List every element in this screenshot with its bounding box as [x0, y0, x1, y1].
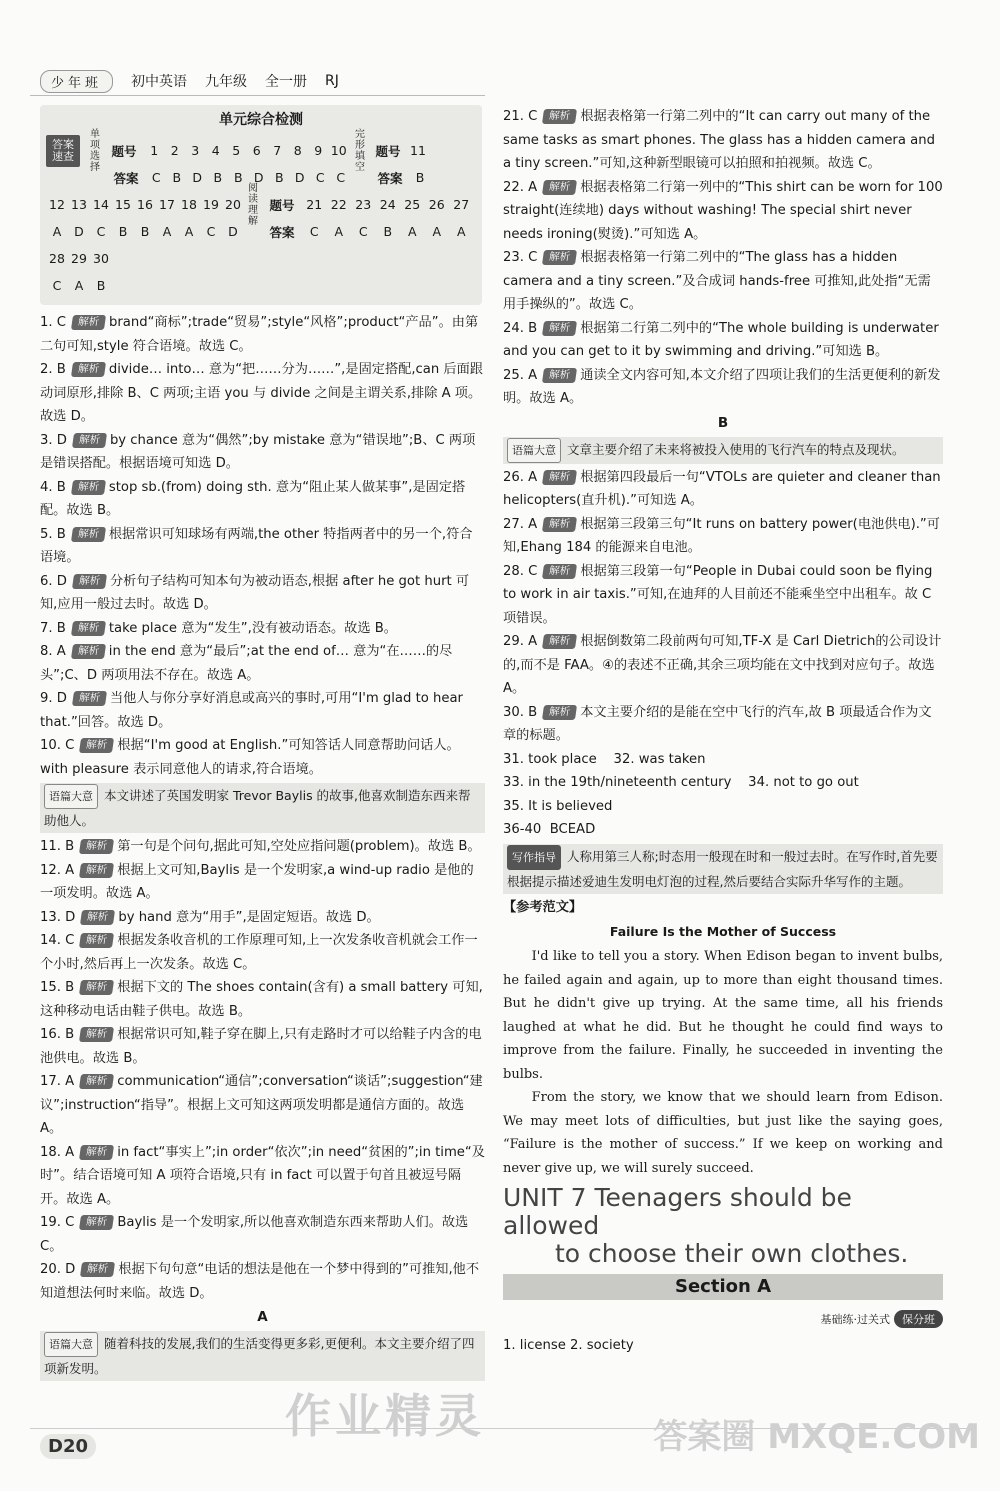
summary-text: 本文讲述了英国发明家 Trevor Baylis 的故事,他喜欢制造东西来帮助他人。 [44, 788, 471, 828]
a-label: 答案 [113, 170, 139, 186]
grid-answer: C [336, 170, 346, 185]
explanation-item [40, 640, 485, 687]
item-text: 根据表格第一行第二列中的“It can carry out many of the same tasks as smart phones. The glass has a hidden camera and a tiny screen.”可知,这种新型眼镜可以拍照和拍视频。故选 C。 [503, 109, 935, 171]
answer-grid [46, 128, 476, 299]
summary-text-3: 文章主要介绍了未来将被投入使用的飞行汽车的特点及现状。 [567, 441, 905, 457]
row3-answers [46, 278, 112, 293]
item-number: 26. A [503, 469, 538, 485]
grid-question-number: 24 [379, 197, 396, 212]
analysis-badge: 解析 [79, 1074, 114, 1089]
page-number: D20 [40, 1434, 96, 1459]
a-label-2: 答案 [377, 170, 403, 186]
explanation-item [40, 1141, 485, 1212]
grid-answer: A [162, 224, 172, 239]
fill-answer-line: 31. took place 32. was taken [503, 751, 706, 767]
grid-answer: C [52, 278, 62, 293]
analysis-badge: 解析 [542, 368, 577, 383]
explanation-item [40, 617, 485, 641]
q-label-2: 题号 [375, 143, 401, 159]
grid-question-number: 13 [71, 197, 87, 212]
item-number: 19. C [40, 1215, 75, 1230]
grid-question-number: 14 [93, 197, 109, 212]
explanation-item [40, 906, 485, 930]
summary-tag-2: 语篇大意 [44, 1332, 98, 1357]
explanation-item [40, 1023, 485, 1070]
summary-passage-a [40, 1331, 485, 1381]
row1-questions [144, 143, 349, 158]
explanation-item [40, 523, 485, 570]
item-text: in fact“事实上”;in order“依次”;in need“贫困的”;in time“及时”。结合语境可知 A 项符合语境,只有 in fact 可以置于句首且被逗号隔开。故选 A。 [40, 1144, 485, 1207]
item-text: 分析句子结构可知本句为被动语态,根据 after he got hurt 可知,应用一般过去时。故选 D。 [40, 573, 470, 612]
item-text: take place 意为“发生”,没有被动语态。故选 B。 [108, 620, 397, 636]
answer-quick-badge: 答案速查 [46, 135, 80, 167]
item-number: 14. C [40, 933, 75, 948]
grid-answer: B [383, 224, 393, 239]
explanation-item [40, 734, 485, 781]
a-label-3: 答案 [269, 224, 295, 240]
item-number: 3. D [40, 432, 67, 448]
item-number: 17. A [40, 1074, 75, 1089]
grid-answer: A [456, 224, 466, 239]
grid-answer: A [52, 224, 62, 239]
analysis-badge: 解析 [79, 863, 114, 878]
item-text: 通读全文内容可知,本文介绍了四项让我们的生活更便利的新发明。故选 A。 [503, 367, 941, 406]
writing-guide-tag: 写作指导 [507, 845, 561, 870]
item-text: 根据表格第一行第二列中的“The glass has a hidden camera and a tiny screen.”及合成词 hands-free 可推知,此处指“无需用手操纵的”。故选 C。 [503, 250, 931, 312]
explanation-item [40, 859, 485, 906]
grid-question-number: 18 [181, 197, 197, 212]
explanation-item [40, 1070, 485, 1141]
section-b-heading: B [717, 414, 729, 431]
analysis-badge: 解析 [542, 180, 577, 195]
explanation-item [40, 1211, 485, 1258]
grid-answer: A [407, 224, 417, 239]
grid-answer: B [96, 278, 106, 293]
analysis-badge: 解析 [80, 910, 115, 925]
item-text: 根据第二行第二列中的“The whole building is underwater and you can get to it by swimming and driving.”可知选 B。 [503, 320, 939, 359]
grid-answer: B [274, 170, 284, 185]
grid-question-number: 28 [49, 251, 65, 266]
grid-question-number: 17 [159, 197, 175, 212]
analysis-badge: 解析 [542, 250, 577, 265]
row3-questions [46, 251, 112, 266]
item-number: 5. B [40, 526, 66, 542]
explanation-item [503, 246, 943, 317]
item-text: 根据“I'm good at English.”可知答话人同意帮助问话人。with pleasure 表示同意他人的请求,符合语境。 [40, 738, 460, 777]
summary-passage-1 [40, 783, 485, 833]
item-text: stop sb.(from) doing sth. 意为“阻止某人做某事”,是固定搭配。故选 B。 [40, 479, 466, 518]
grid-question-number: 10 [330, 143, 347, 158]
grid-question-number: 26 [428, 197, 445, 212]
item-number: 20. D [40, 1262, 76, 1277]
analysis-badge: 解析 [71, 362, 106, 377]
grid-answer: A [334, 224, 344, 239]
item-text: 根据第四段最后一句“VTOLs are quieter and cleaner than helicopters(直升机).”可知选 A。 [503, 469, 941, 508]
grid-question-number: 21 [306, 197, 323, 212]
fill-answer-line: 33. in the 19th/nineteenth century 34. not to go out [503, 775, 859, 790]
item-number: 28. C [503, 563, 538, 579]
item-number: 15. B [40, 980, 75, 995]
item-number: 30. B [503, 704, 538, 720]
explanation-item [40, 311, 485, 358]
section-a-banner: Section A [503, 1274, 943, 1300]
grid-answer: D [253, 170, 264, 185]
practice-label [503, 1310, 943, 1328]
grid-question-number: 12 [49, 197, 65, 212]
item-text: 根据上文可知,Baylis 是一个发明家,a wind-up radio 是他的一项发明。故选 A。 [40, 862, 474, 901]
analysis-badge: 解析 [79, 1215, 114, 1230]
grid-question-number: 6 [252, 143, 261, 158]
item-number: 25. A [503, 367, 538, 383]
grid-question-number: 22 [330, 197, 347, 212]
grid-answer: A [184, 224, 194, 239]
analysis-badge: 解析 [72, 574, 107, 589]
item-text: Baylis 是一个发明家,所以他喜欢制造东西来帮助人们。故选 C。 [40, 1215, 469, 1254]
analysis-badge: 解析 [542, 564, 577, 579]
item-text: 根据表格第二行第一列中的“This shirt can be worn for 100 straight(连续地) days without washing! The special shirt never needs ironing(熨烫).”可知选 A。 [503, 179, 943, 242]
grid-question-number: 5 [232, 143, 241, 158]
item-text: by chance 意为“偶然”;by mistake 意为“错误地”;B、C 两项是错误搭配。根据语境可知选 D。 [40, 432, 476, 471]
item-number: 10. C [40, 738, 75, 753]
explanation-item [40, 570, 485, 617]
fill-answer-line: 35. It is believed [503, 798, 613, 814]
grid-answer: D [294, 170, 305, 185]
item-text: brand“商标”;trade“贸易”;style“风格”;product“产品”。由第二句可知,style 符合语境。故选 C。 [40, 315, 479, 354]
explanation-item [40, 929, 485, 976]
row2-answers [46, 224, 244, 239]
unit-title-line-1: UNIT 7 Teenagers should be allowed [503, 1183, 852, 1240]
answer-box [40, 105, 482, 305]
analysis-badge: 解析 [71, 315, 106, 330]
analysis-badge: 解析 [71, 480, 106, 495]
watermark: 作业精灵 [285, 1389, 485, 1443]
analysis-badge: 解析 [542, 634, 577, 649]
grid-answer: C [151, 170, 161, 185]
essay-paragraph-2: From the story, we know that we should learn from Edison. We may meet lots of difficulties, but just like the saying goes, “Failure is the mother of success.” If we keep on working and never give up, we will surely succeed. [503, 1090, 943, 1176]
item-text: in the end 意为“最后”;at the end of… 意为“在……的尽头”;C、D 两项用法不存在。故选 A。 [40, 644, 453, 683]
row2-questions [46, 197, 244, 212]
grid-row-3a [46, 272, 476, 299]
item-text: divide… into… 意为“把……分为……”,是固定搭配,can 后面跟动词原形,排除 B、C 两项;主语 you 与 divide 之间是主谓关系,排除 A 项。故选 D。 [40, 362, 483, 424]
grid-answer: B [213, 170, 223, 185]
analysis-badge: 解析 [79, 933, 114, 948]
left-column [40, 105, 485, 1383]
item-number: 24. B [503, 320, 538, 336]
item-number: 12. A [40, 862, 75, 878]
practice-text: 基础练·过关式 [820, 1313, 890, 1326]
brand-logo: 少年班 [40, 70, 113, 93]
item-text: 根据下文的 The shoes contain(含有) a small battery 可知,这种移动电话由鞋子供电。故选 B。 [40, 980, 483, 1019]
item-number: 16. B [40, 1027, 75, 1042]
grid-question-number: 27 [453, 197, 470, 212]
analysis-badge: 解析 [79, 738, 114, 753]
explanations-26-30 [503, 466, 943, 748]
grid-question-number: 11 [410, 143, 426, 158]
header-edition: RJ [325, 73, 339, 89]
site-watermark: 答案圈 MXQE.COM [653, 1417, 980, 1457]
explanations-21-25 [503, 105, 943, 411]
analysis-badge: 解析 [72, 433, 107, 448]
analysis-badge: 解析 [79, 1145, 114, 1160]
analysis-badge: 解析 [542, 517, 577, 532]
summary-tag-3: 语篇大意 [507, 438, 561, 463]
item-text: 第一句是个问句,据此可知,空处应指问题(problem)。故选 B。 [117, 839, 481, 854]
reading-label: 阅读理解 [248, 182, 258, 227]
item-number: 22. A [503, 179, 538, 195]
analysis-badge: 解析 [71, 644, 106, 659]
grid-question-number: 3 [191, 143, 200, 158]
item-text: 本文主要介绍的是能在空中飞行的汽车,故 B 项最适合作为文章的标题。 [503, 704, 932, 743]
grid-answer: A [74, 278, 84, 293]
analysis-badge: 解析 [542, 705, 577, 720]
analysis-badge: 解析 [79, 1027, 114, 1042]
essay-paragraph-1: I'd like to tell you a story. When Edison began to invent bulbs, he failed again and again, up to more than eight thousand times. But he didn't give up trying. At the same time, all his friends laughed at what he did. But he thought he could find ways to improve from the failure. Finally, he succeeded in inventing the bulbs. [503, 949, 943, 1082]
grid-question-number: 16 [137, 197, 153, 212]
explanations-11-20 [40, 835, 485, 1305]
item-text: by hand 意为“用手”,是固定短语。故选 D。 [118, 909, 380, 925]
item-number: 1. C [40, 315, 66, 330]
cloze-label: 完形填空 [355, 128, 365, 173]
essay-title: Failure Is the Mother of Success [609, 924, 837, 939]
grid-row-1q [46, 128, 476, 173]
grid-question-number: 19 [203, 197, 219, 212]
sample-essay [503, 896, 943, 1181]
grid-question-number: 7 [273, 143, 282, 158]
grid-question-number: 9 [314, 143, 323, 158]
grid-answer: B [415, 170, 425, 185]
summary-passage-b [503, 437, 943, 464]
header-grade: 九年级 [205, 74, 248, 90]
grid-answer: B [118, 224, 128, 239]
item-number: 18. A [40, 1144, 75, 1160]
writing-guide-text: 人称用第三人称;时态用一般现在时和一般过去时。在写作时,首先要根据提示描述爱迪生发明电灯泡的过程,然后要结合实际升华写作的主题。 [507, 848, 938, 889]
item-text: 当他人与你分享好消息或高兴的事时,可用“I'm glad to hear that.”回答。故选 D。 [40, 691, 463, 730]
grid-question-number: 30 [93, 251, 109, 266]
unit-title [503, 1184, 943, 1268]
header-subject: 初中英语 [131, 74, 188, 90]
item-number: 29. A [503, 634, 538, 649]
item-number: 2. B [40, 362, 66, 377]
unit-title-line-2: to choose their own clothes. [555, 1239, 909, 1268]
vocab-answers: 1. license 2. society [503, 1338, 634, 1353]
explanation-item [503, 701, 943, 748]
header-volume: 全一册 [265, 74, 308, 90]
summary-tag: 语篇大意 [44, 784, 98, 809]
item-number: 21. C [503, 109, 538, 124]
explanations-1-10 [40, 311, 485, 781]
explanation-item [40, 687, 485, 734]
cloze-answers [409, 170, 431, 185]
explanation-item [40, 976, 485, 1023]
cloze-questions [407, 143, 429, 158]
grid-question-number: 29 [71, 251, 87, 266]
analysis-badge: 解析 [80, 1262, 115, 1277]
q-label-3: 题号 [269, 197, 295, 213]
grid-question-number: 23 [355, 197, 372, 212]
item-text: 根据常识可知,鞋子穿在脚上,只有走路时才可以给鞋子内含的电池供电。故选 B。 [40, 1027, 482, 1066]
analysis-badge: 解析 [79, 980, 114, 995]
item-text: 根据常识可知球场有两端,the other 特指两者中的另一个,符合语境。 [40, 526, 473, 565]
page-header [40, 68, 339, 94]
grid-answer: B [172, 170, 182, 185]
item-text: 根据倒数第二段前两句可知,TF-X 是 Carl Dietrich的公司设计的,而不是 FAA。④的表述不正确,其余三项均能在文中找到对应句子。故选 A。 [503, 634, 942, 696]
explanation-item [503, 630, 943, 701]
essay-ref-label: 【参考范文】 [503, 899, 583, 915]
explanation-item [503, 105, 943, 176]
fill-answer-line: 36-40 BCEAD [503, 822, 596, 837]
analysis-badge: 解析 [542, 321, 577, 336]
grid-answer: D [192, 170, 203, 185]
explanation-item [503, 364, 943, 411]
grid-answer: C [315, 170, 325, 185]
grid-answer: B [140, 224, 150, 239]
grid-question-number: 20 [225, 197, 241, 212]
right-column [503, 105, 943, 1358]
item-number: 6. D [40, 573, 67, 589]
grid-question-number: 4 [211, 143, 220, 158]
explanation-item [40, 476, 485, 523]
item-text: 根据下句句意“电话的想法是他在一个梦中得到的”可推知,他不知道想法何时来临。故选 D。 [40, 1262, 480, 1301]
item-number: 13. D [40, 909, 76, 925]
item-number: 11. B [40, 839, 75, 854]
item-number: 9. D [40, 691, 67, 706]
item-number: 8. A [40, 644, 66, 659]
analysis-badge: 解析 [71, 527, 106, 542]
item-number: 27. A [503, 516, 538, 532]
item-number: 4. B [40, 479, 66, 495]
grid-row-3q [46, 245, 476, 272]
grid-answer: C [309, 224, 319, 239]
reading-questions [302, 197, 474, 212]
explanation-item [40, 1258, 485, 1305]
single-choice-label: 单项选择 [90, 128, 100, 173]
explanation-item [503, 317, 943, 364]
section-a-heading: A [257, 1309, 268, 1325]
item-text: 根据第三段第三句“It runs on battery power(电池供电).”可知,Ehang 184 的能源来自电池。 [503, 516, 940, 555]
writing-guide [503, 844, 943, 894]
analysis-badge: 解析 [542, 109, 577, 124]
grid-answer: D [74, 224, 84, 239]
grid-answer: D [228, 224, 238, 239]
explanation-item [503, 176, 943, 247]
grid-answer: C [206, 224, 216, 239]
analysis-badge: 解析 [72, 691, 107, 706]
item-number: 7. B [40, 620, 66, 636]
item-text: communication“通信”;conversation“谈话”;suggestion“建议”;instruction“指导”。根据上文可知这两项发明都是通信方面的。故选 A。 [40, 1074, 483, 1136]
grid-question-number: 2 [170, 143, 179, 158]
item-number: 23. C [503, 250, 538, 265]
explanation-item [40, 429, 485, 476]
explanation-item [40, 835, 485, 859]
analysis-badge: 解析 [542, 470, 577, 485]
explanation-item [503, 513, 943, 560]
item-text: 根据发条收音机的工作原理可知,上一次发条收音机就会工作一个小时,然后再上一次发条。故选 C。 [40, 933, 478, 972]
grid-question-number: 25 [404, 197, 421, 212]
grid-answer: B [233, 170, 243, 185]
explanation-item [503, 466, 943, 513]
explanation-item [503, 560, 943, 631]
explanation-item [40, 358, 485, 429]
answer-box-title: 单元综合检测 [219, 112, 303, 128]
grid-answer: C [96, 224, 106, 239]
grid-answer: C [358, 224, 368, 239]
summary-text-2: 随着科技的发展,我们的生活变得更多彩,更便利。本文主要介绍了四项新发明。 [44, 1336, 475, 1376]
q-label: 题号 [111, 143, 137, 159]
analysis-badge: 解析 [71, 621, 106, 636]
grid-question-number: 8 [293, 143, 302, 158]
reading-answers [302, 224, 474, 239]
grid-answer: A [432, 224, 442, 239]
analysis-badge: 解析 [79, 839, 114, 854]
grid-row-2q [46, 182, 476, 227]
grid-question-number: 15 [115, 197, 131, 212]
grid-question-number: 1 [150, 143, 159, 158]
item-text: 根据第三段第一句“People in Dubai could soon be flying to work in air taxis.”可知,在迪拜的人目前还不能乘坐空中出租车。故 C 项错误。 [503, 563, 933, 626]
practice-badge: 保分班 [894, 1310, 943, 1328]
fill-in-answers [503, 748, 943, 842]
header-divider [30, 95, 485, 96]
